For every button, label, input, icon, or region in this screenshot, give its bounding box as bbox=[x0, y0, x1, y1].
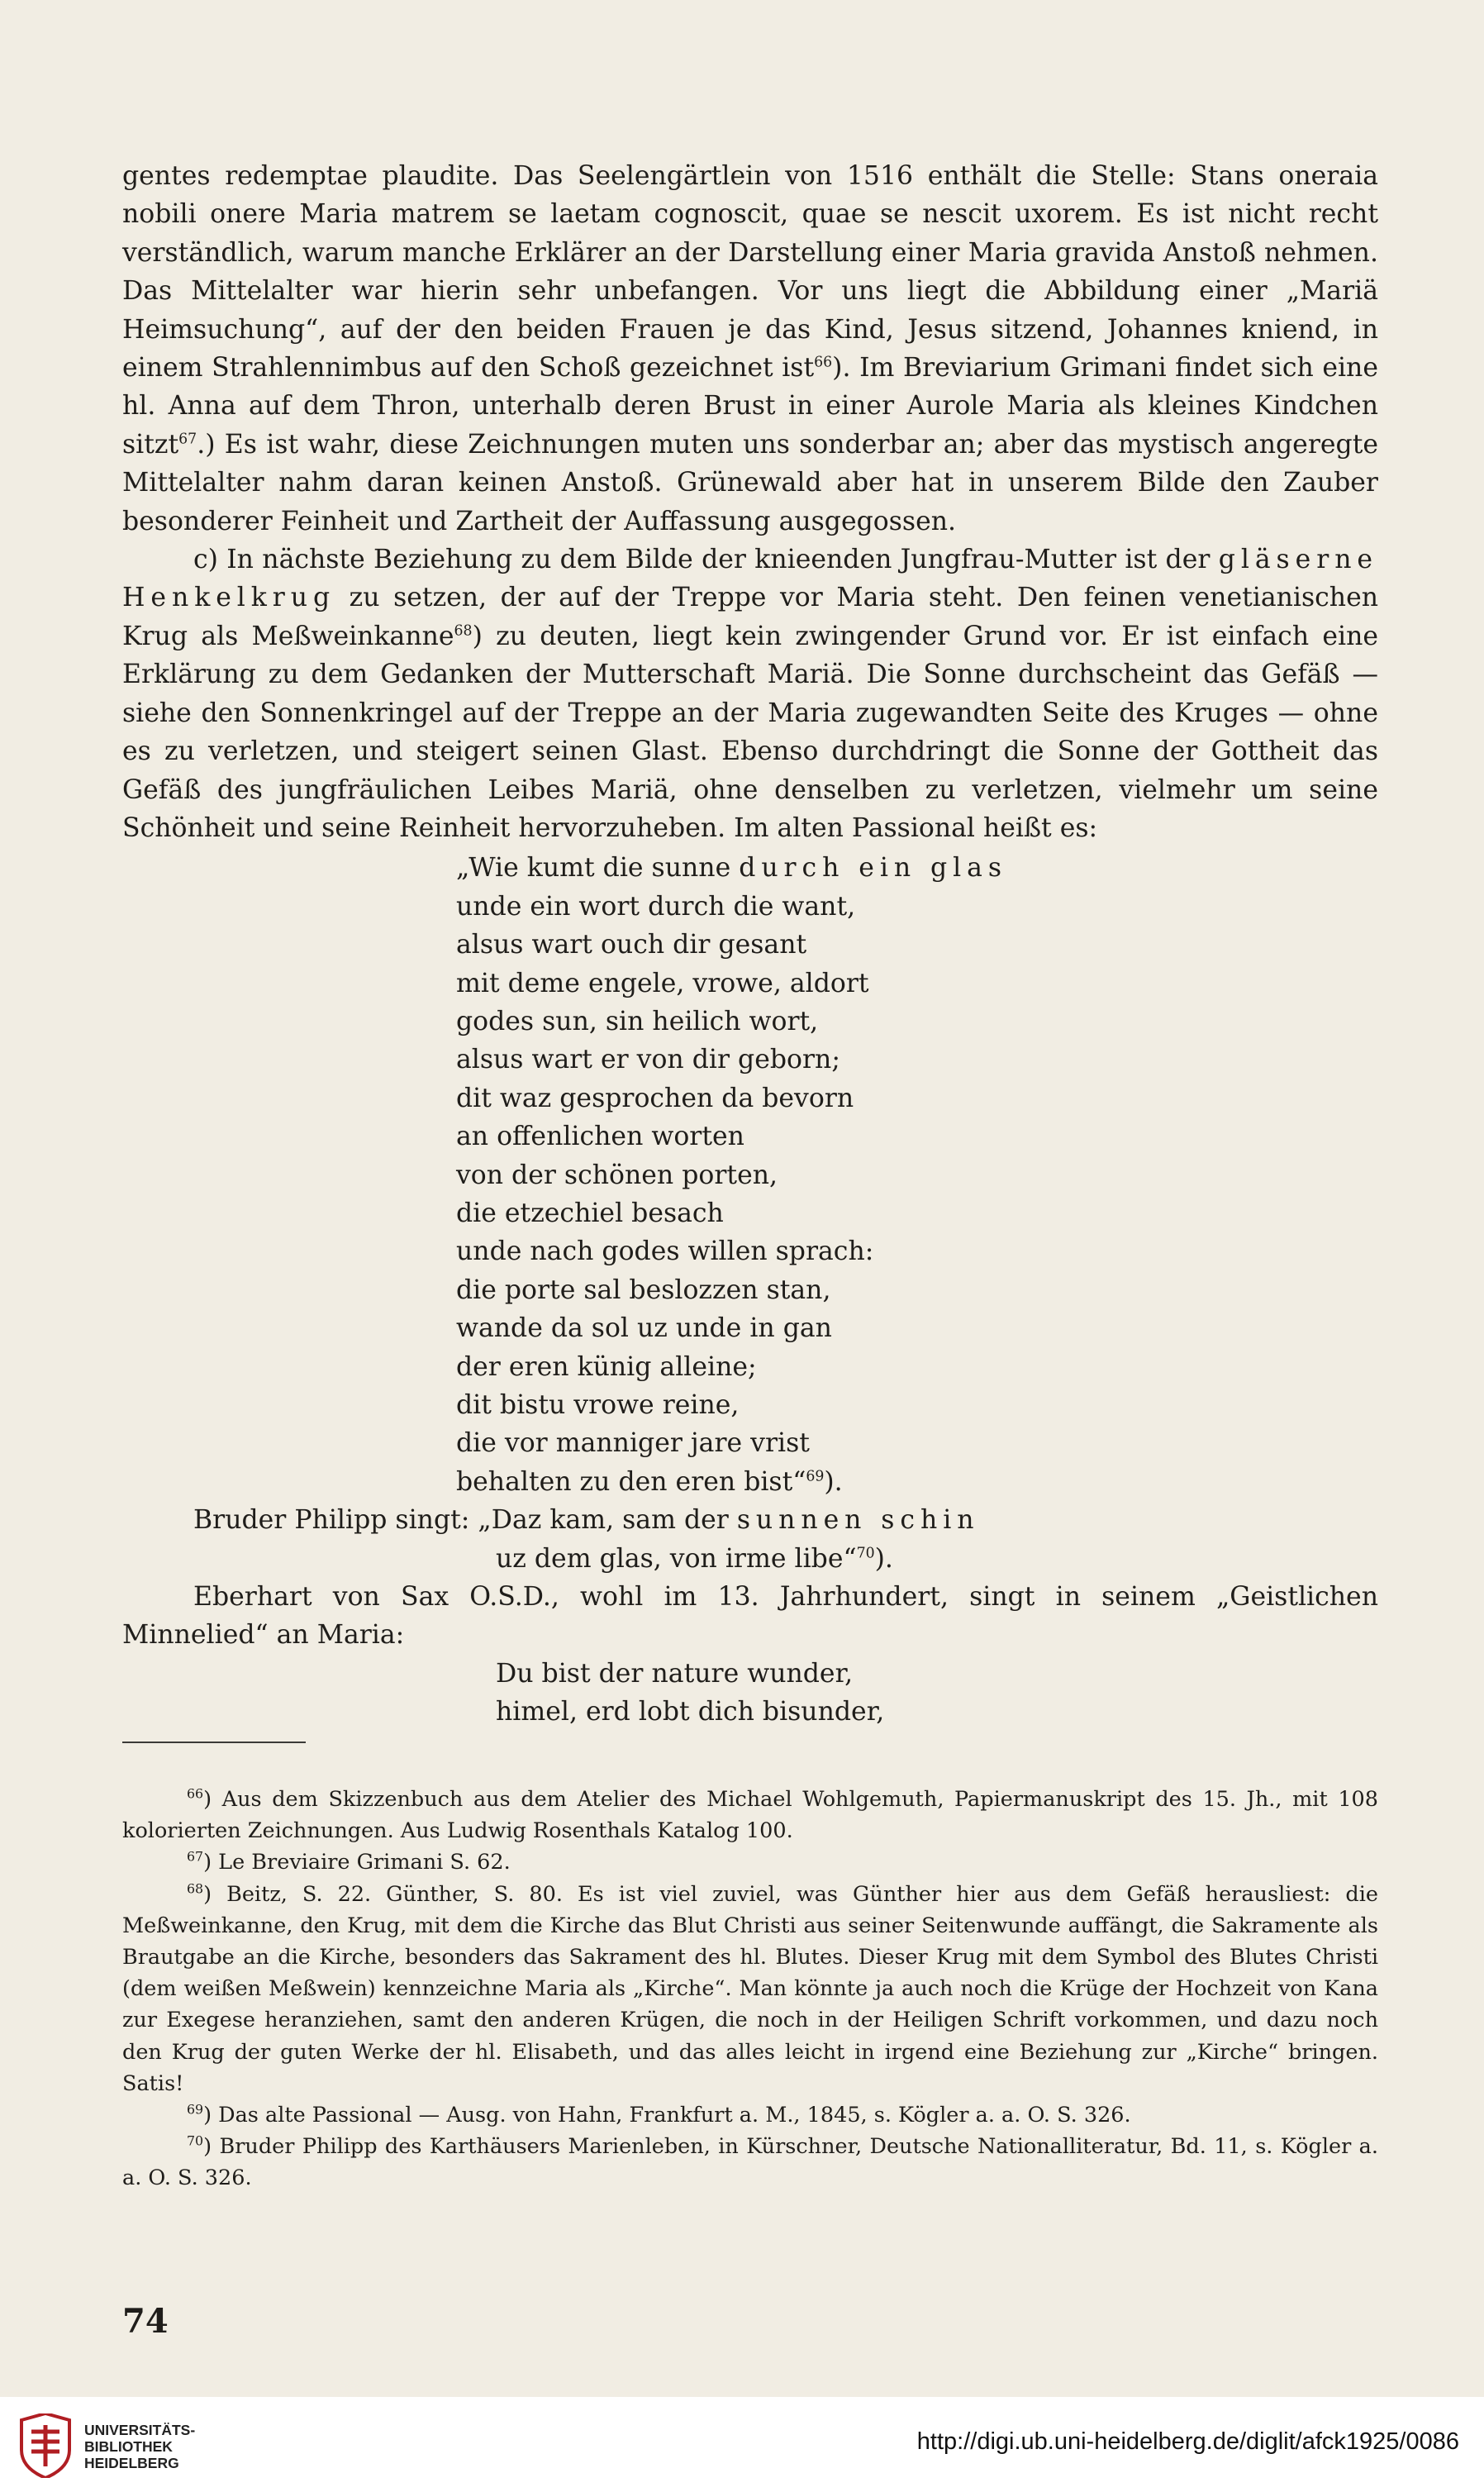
poem-line: godes sun, sin heilich wort, bbox=[456, 1006, 819, 1036]
footnote-67 bbox=[122, 1846, 1378, 1878]
footnote-ref-66[interactable]: 66 bbox=[814, 354, 833, 371]
poem-line: alsus wart ouch dir gesant bbox=[456, 930, 807, 960]
footnote-66 bbox=[122, 1784, 1378, 1846]
university-library-logo-icon bbox=[17, 2413, 74, 2478]
library-name-line: UNIVERSITÄTS- bbox=[84, 2422, 196, 2438]
footnote-number: 69 bbox=[187, 2101, 204, 2118]
paragraph-2-text-a: c) In nächste Beziehung zu dem Bilde der knieenden Jungfrau-Mutter ist der bbox=[193, 545, 1211, 575]
poem-line: die vor manniger jare vrist bbox=[456, 1428, 810, 1459]
footnote-70 bbox=[122, 2131, 1378, 2194]
paragraph-1-text-c: .) Es ist wahr, diese Zeichnungen muten uns sonderbar an; aber das mystisch angeregte Mittelalter nahm daran keinen Anstoß. Grünewald aber hat in unserem Bilde den Zauber besonderer Feinheit und Zartheit der Auffassung ausgegossen. bbox=[122, 429, 1378, 536]
philipp-line-2-text: uz dem glas, von irme libe“ bbox=[496, 1543, 857, 1574]
footnote-ref-68[interactable]: 68 bbox=[454, 622, 473, 640]
footnote-text: ) Beitz, S. 22. Günther, S. 80. Es ist viel zuviel, was Günther hier aus dem Gefäß herausliest: die Meßweinkanne, den Krug, mit dem die Kirche das Blut Christi aus seiner Seitenwunde auffängt, die Sakramente als Brautgabe an die Kirche, besonders das Sakrament des hl. Blutes. Dieser Krug mit dem Symbol des Blutes Christi (dem weißen Meßwein) kennzeichne Maria als „Kirche“. Man könnte ja auch noch die Krüge der Hochzeit von Kana zur Exegese heranziehen, samt den anderen Krügen, die noch in der Heiligen Schrift vorkommen, und dazu noch den Krug der guten Werke der hl. Elisabeth, und das alles leicht in irgend eine Beziehung zur „Kirche“ bringen. Satis! bbox=[122, 1881, 1378, 2096]
poem-line-text: behalten zu den eren bist“ bbox=[456, 1466, 806, 1497]
poem-line: dit bistu vrowe reine, bbox=[456, 1390, 740, 1420]
footnote-ref-70[interactable]: 70 bbox=[856, 1545, 875, 1562]
footnote-text: ) Aus dem Skizzenbuch aus dem Atelier des Michael Wohlgemuth, Papiermanuskript des 15. Jh., mit 108 kolorierten Zeichnungen. Aus Ludwig Rosenthals Katalog 100. bbox=[122, 1787, 1378, 1844]
poem-line: unde nach godes willen sprach: bbox=[456, 1236, 874, 1267]
eberhart-verse-line: himel, erd lobt dich bisunder, bbox=[496, 1697, 885, 1727]
spaced-emphasis: durch ein glas bbox=[739, 853, 1007, 884]
library-name bbox=[84, 2422, 195, 2471]
philipp-quote bbox=[122, 1501, 1378, 1539]
poem-line bbox=[456, 849, 1378, 887]
paragraph-2-text-c: ) zu deuten, liegt kein zwingender Grund vor. Er ist einfach eine Erklärung zu dem Gedanken der Mutterschaft Mariä. Die Sonne durchscheint das Gefäß — siehe den Sonnenkringel auf der Treppe an der Maria zugewandten Seite des Kruges — ohne es zu verletzen, und steigert seinen Glast. Ebenso durchdringt die Sonne der Gottheit das Gefäß des jungfräulichen Leibes Mariä, ohne denselben zu verletzen, vielmehr um seine Schönheit und seine Reinheit hervorzuheben. Im alten Passional heißt es: bbox=[122, 621, 1379, 843]
library-name-line: BIBLIOTHEK bbox=[84, 2438, 173, 2455]
poem-line: der eren künig alleine; bbox=[456, 1351, 757, 1382]
paragraph-2-text-b: zu setzen, der auf der Treppe vor Maria steht. Den feinen venetianischen Krug als Meßweinkanne bbox=[122, 583, 1378, 651]
philipp-line-2-end: ). bbox=[874, 1543, 893, 1574]
philipp-line-2 bbox=[122, 1540, 1378, 1578]
poem-line: unde ein wort durch die want, bbox=[456, 891, 856, 922]
poem-line: an offenlichen worten bbox=[456, 1122, 744, 1152]
poem-line-text: „Wie kumt die sunne bbox=[456, 853, 740, 884]
poem-line-end: ). bbox=[824, 1466, 843, 1497]
footnote-text: ) Bruder Philipp des Karthäusers Marienleben, in Kürschner, Deutsche Nationalliteratur, Bd. 11, s. Kögler a. a. O. S. 326. bbox=[122, 2134, 1378, 2191]
footnote-text: ) Le Breviaire Grimani S. 62. bbox=[203, 1850, 511, 1875]
footnote-divider bbox=[122, 1742, 306, 1743]
spaced-emphasis: sunnen schin bbox=[736, 1505, 980, 1536]
source-url-link[interactable]: http://digi.ub.uni-heidelberg.de/diglit/afck1925/0086 bbox=[916, 2428, 1459, 2455]
paragraph-1-text-b: ). Im Breviarium Grimani findet sich eine hl. Anna auf dem Thron, unterhalb deren Brust in einer Aurole Maria als kleines Kindchen sitzt bbox=[122, 353, 1378, 460]
poem-line: die etzechiel besach bbox=[456, 1198, 724, 1228]
footnote-text: ) Das alte Passional — Ausg. von Hahn, Frankfurt a. M., 1845, s. Kögler a. a. O. S. 326. bbox=[203, 2103, 1131, 2128]
poem-passional bbox=[122, 849, 1378, 1501]
poem-line bbox=[456, 1463, 1378, 1501]
eberhart-paragraph: Eberhart von Sax O.S.D., wohl im 13. Jahrhundert, singt in seinem „Geistlichen Minnelied“ an Maria: bbox=[122, 1582, 1378, 1651]
library-footer bbox=[0, 2397, 1484, 2492]
poem-line: alsus wart er von dir geborn; bbox=[456, 1045, 840, 1075]
footnote-number: 68 bbox=[187, 1880, 204, 1897]
poem-line: mit deme engele, vrowe, aldort bbox=[456, 968, 869, 998]
footnotes bbox=[122, 1784, 1378, 2194]
poem-line: dit waz gesprochen da bevorn bbox=[456, 1083, 854, 1113]
spaced-emphasis: gläserne Henkelkrug bbox=[122, 545, 1378, 613]
paragraph-1 bbox=[122, 157, 1378, 541]
footnote-ref-69[interactable]: 69 bbox=[806, 1468, 825, 1485]
paragraph-1-text-a: gentes redemptae plaudite. Das Seelengärtlein von 1516 enthält die Stelle: Stans oneraia nobili onere Maria matrem se laetam cognoscit, quae se nescit uxorem. Es ist nicht recht verständlich, warum manche Erklärer an der Darstellung einer Maria gravida Anstoß nehmen. Das Mittelalter war hierin sehr unbefangen. Vor uns liegt die Abbildung einer „Mariä Heimsuchung“, auf der den beiden Frauen je das Kind, Jesus sitzend, Johannes kniend, in einem Strahlennimbus auf den Schoß gezeichnet ist bbox=[122, 161, 1378, 384]
main-text bbox=[122, 157, 1378, 1732]
page-number: 74 bbox=[122, 2302, 169, 2341]
eberhart-verse-line: Du bist der nature wunder, bbox=[496, 1658, 854, 1689]
footnote-69 bbox=[122, 2099, 1378, 2131]
footnote-number: 67 bbox=[187, 1848, 204, 1865]
paragraph-2 bbox=[122, 541, 1378, 847]
poem-line: wande da sol uz unde in gan bbox=[456, 1313, 832, 1344]
poem-line: die porte sal beslozzen stan, bbox=[456, 1275, 831, 1305]
philipp-intro: Bruder Philipp singt: „Daz kam, sam der bbox=[193, 1505, 737, 1536]
library-name-line: HEIDELBERG bbox=[84, 2455, 179, 2471]
footnote-number: 66 bbox=[187, 1785, 204, 1802]
footnote-68 bbox=[122, 1879, 1378, 2099]
footnote-ref-67[interactable]: 67 bbox=[178, 431, 197, 448]
footnote-number: 70 bbox=[187, 2132, 204, 2149]
poem-line: von der schönen porten, bbox=[456, 1160, 778, 1190]
